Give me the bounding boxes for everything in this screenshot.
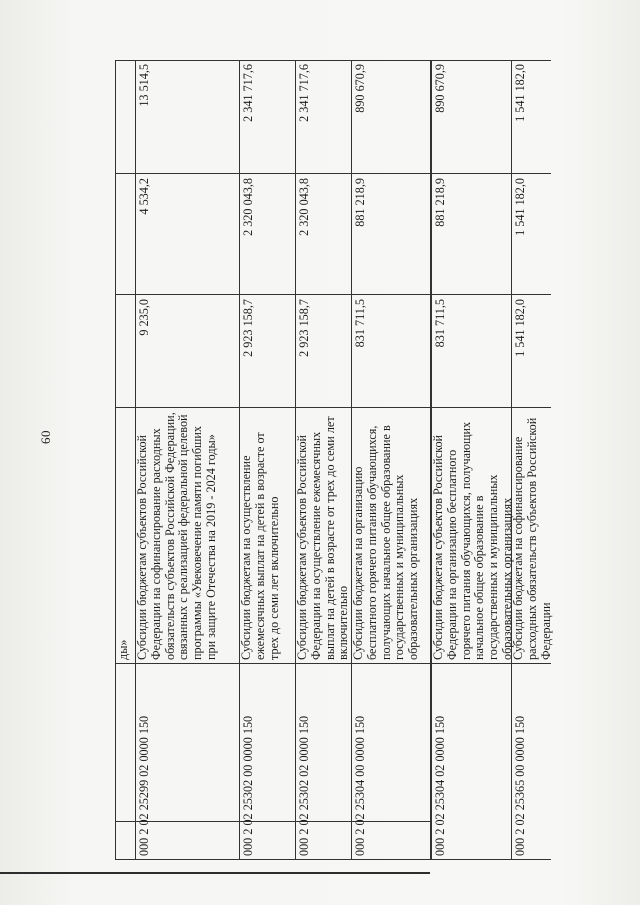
- row-value-3: 890 670,9: [433, 64, 447, 113]
- row-value-2: 2 320 043,8: [297, 178, 311, 236]
- row-code: 000 2 02 25302 02 0000 150: [297, 715, 311, 856]
- row-code: 000 2 02 25365 00 0000 150: [513, 715, 527, 856]
- budget-table: [115, 60, 431, 860]
- row-name: Субсидии бюджетам на софинансирование расходных обязательств субъектов Российской Федерации: [511, 417, 553, 660]
- column-divider: [115, 294, 431, 295]
- row-value-3: 1 541 182,0: [513, 64, 527, 122]
- row-value-1: 2 923 158,7: [297, 299, 311, 357]
- row-name: Субсидии бюджетам на организацию бесплатного горячего питания обучающихся, получающих начальное общее образование в государственных и муниципальных образовательных организациях: [351, 425, 421, 660]
- row-name: Субсидии бюджетам на осуществление ежемесячных выплат на детей в возрасте от трех до семи лет включительно: [239, 432, 281, 660]
- row-value-3: 890 670,9: [353, 64, 367, 113]
- budget-table-last-row: [511, 60, 551, 860]
- page-number: 60: [38, 430, 53, 444]
- row-value-2: 2 320 043,8: [241, 178, 255, 236]
- row-value-3: 13 514,5: [137, 64, 151, 107]
- row-code: 000 2 02 25302 00 0000 150: [241, 715, 255, 856]
- row-name: Субсидии бюджетам субъектов Российской Федерации на осуществление ежемесячных выплат на детей в возрасте от трех до семи лет включительно: [295, 416, 351, 660]
- row-value-2: 4 534,2: [137, 178, 151, 215]
- row-name: Субсидии бюджетам субъектов Российской Федерации на организацию бесплатного горячего питания обучающихся, получающих начальное общее образование в государственных и муниципальных образовательных организациях: [431, 421, 514, 660]
- page-edge-rule: [0, 872, 430, 874]
- row-code: 000 2 02 25299 02 0000 150: [137, 715, 151, 856]
- row-value-2: 881 218,9: [433, 178, 447, 227]
- row-value-1: 2 923 158,7: [241, 299, 255, 357]
- row-value-1: 831 711,5: [433, 299, 447, 348]
- row-value-2: 881 218,9: [353, 178, 367, 227]
- row-value-3: 2 341 717,6: [297, 64, 311, 122]
- continued-text-fragment: ды»: [116, 639, 130, 660]
- column-divider: [115, 821, 431, 822]
- row-name: Субсидии бюджетам субъектов Российской Федерации на софинансирование расходных обязательств субъектов Российской Федерации, связанных с реализацией федеральной целевой программы «Увековечение памяти погибших при защите Отечества на 2019 - 2024 годы»: [135, 412, 218, 660]
- column-divider: [115, 173, 431, 174]
- row-value-1: 9 235,0: [137, 299, 151, 336]
- row-value-1: 831 711,5: [353, 299, 367, 348]
- row-value-1: 1 541 182,0: [513, 299, 527, 357]
- row-value-3: 2 341 717,6: [241, 64, 255, 122]
- row-code: 000 2 02 25304 00 0000 150: [353, 715, 367, 856]
- row-value-2: 1 541 182,0: [513, 178, 527, 236]
- budget-table-row-4: [431, 60, 514, 860]
- row-code: 000 2 02 25304 02 0000 150: [433, 715, 447, 856]
